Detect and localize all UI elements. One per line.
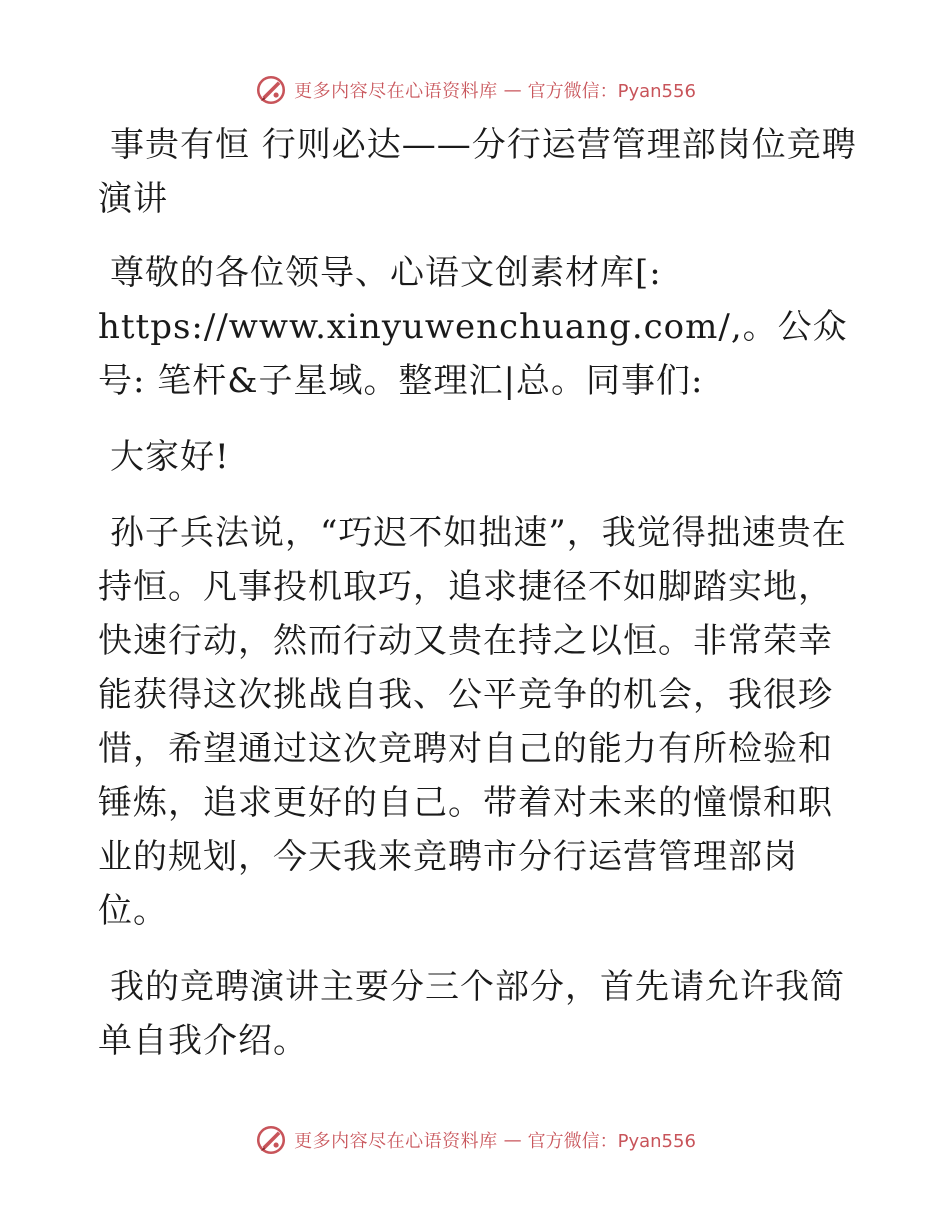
- paragraph-intro: 孙子兵法说，“巧迟不如拙速”，我觉得拙速贵在持恒。凡事投机取巧，追求捷径不如脚踏实地，快速行动，然而行动又贵在持之以恒。非常荣幸能获得这次挑战自我、公平竞争的机会，我很珍惜，希望通过这次竞聘对自己的能力有所检验和锤炼，追求更好的自己。带着对未来的憧憬和职业的规划，今天我来竞聘市分行运营管理部岗位。: [98, 513, 847, 931]
- banner-separator: —: [503, 79, 522, 101]
- banner-content-footer: [254, 1123, 696, 1157]
- document-title: 事贵有恒 行则必达——分行运营管理部岗位竞聘演讲: [98, 125, 857, 219]
- paragraph-greeting: 大家好!: [110, 437, 230, 477]
- red-seal-pen-icon: [254, 1123, 288, 1157]
- footer-banner: [0, 1120, 950, 1160]
- document-body: [98, 118, 858, 1090]
- banner-separator: —: [503, 1129, 522, 1151]
- banner-wechat-id: 官方微信：Pyan556: [527, 1131, 696, 1152]
- header-banner: [0, 70, 950, 110]
- paragraph-salutation: 尊敬的各位领导、心语文创素材库[: https://www.xinyuwenchuang.com/,。公众号: 笔杆&子星域。整理汇|总。同事们:: [98, 253, 848, 401]
- banner-promo-text: 更多内容尽在心语资料库: [294, 81, 498, 102]
- paragraph-outline: 我的竞聘演讲主要分三个部分，首先请允许我简单自我介绍。: [98, 967, 845, 1061]
- banner-promo-text: 更多内容尽在心语资料库: [294, 1131, 498, 1152]
- banner-content: [254, 73, 696, 107]
- banner-wechat-id: 官方微信：Pyan556: [527, 81, 696, 102]
- red-seal-pen-icon: [254, 73, 288, 107]
